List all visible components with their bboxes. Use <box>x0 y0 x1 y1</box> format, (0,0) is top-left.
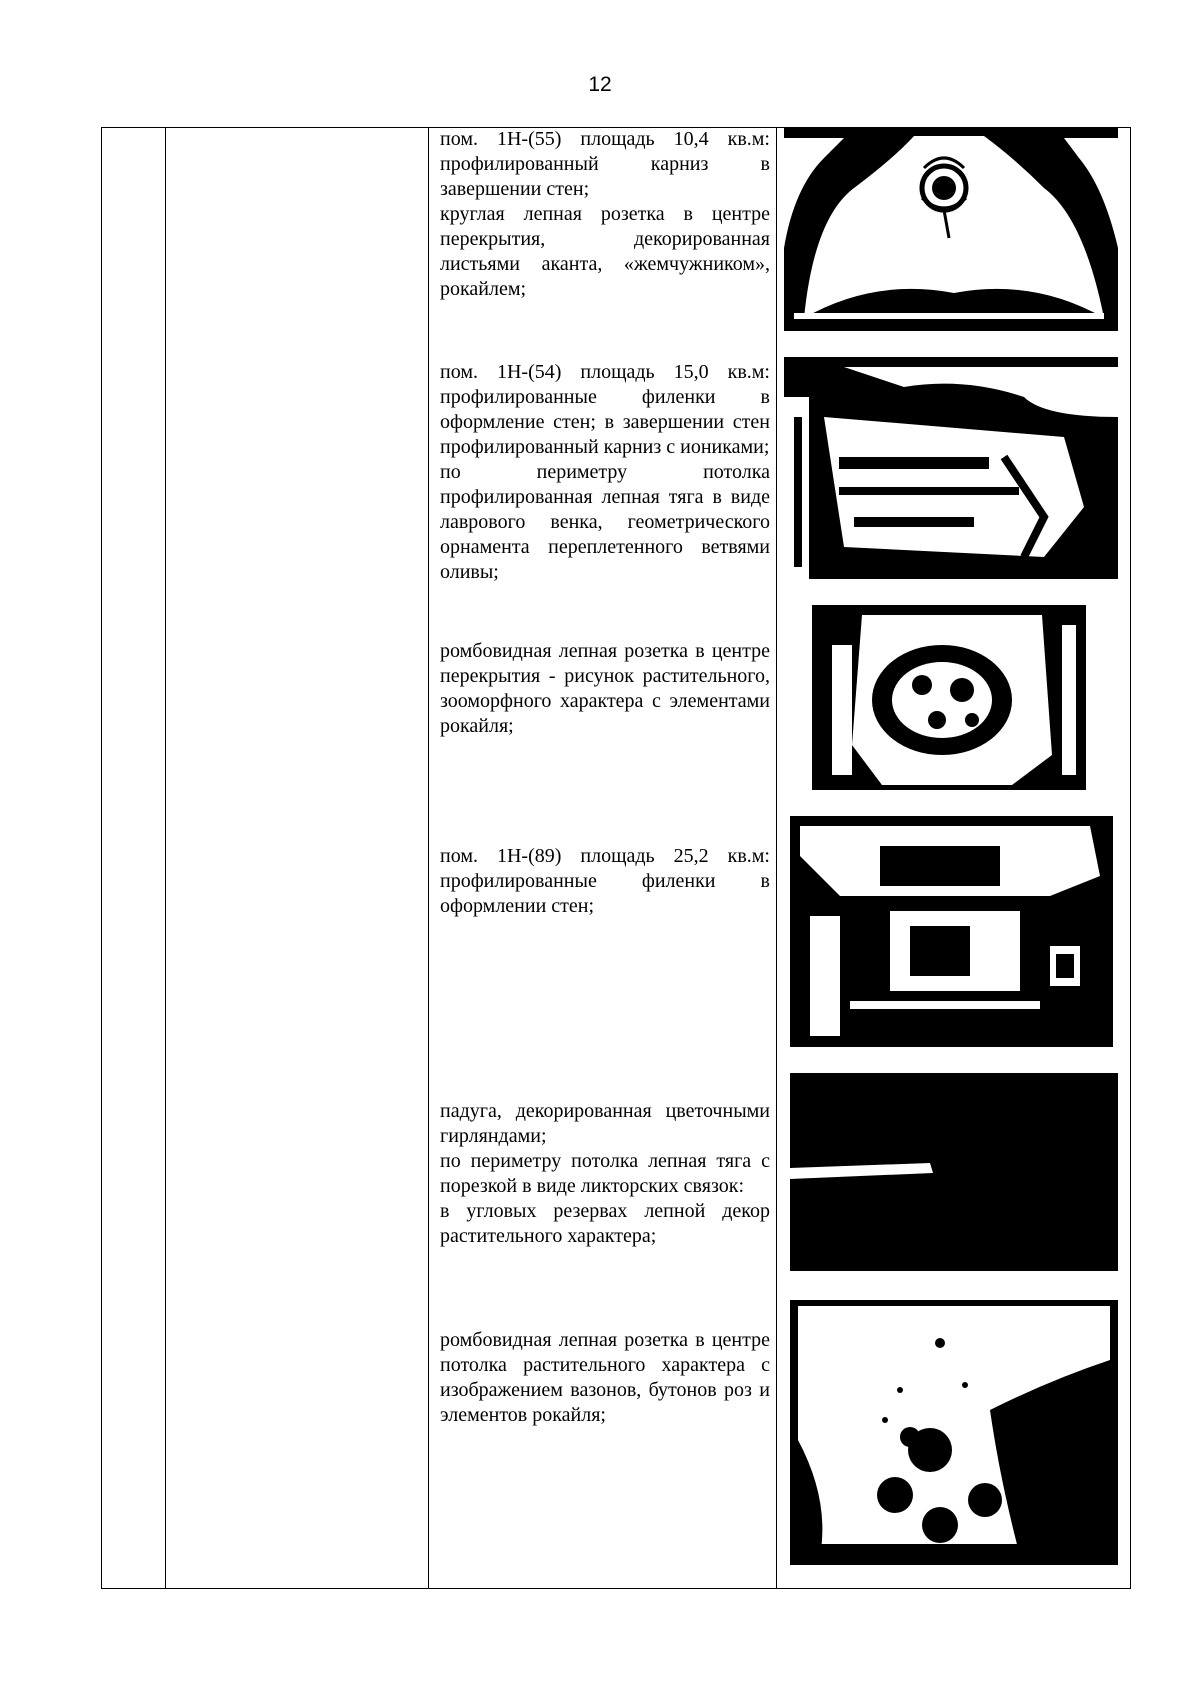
ceiling-rosette-photo <box>784 128 1118 331</box>
entry-paragraph: пом. 1Н-(54) площадь 15,0 кв.м: профилированные филенки в оформление стен; в завершении стен профилированный карниз с иониками; <box>440 361 770 458</box>
entry-paragraph: ромбовидная лепная розетка в центре перекрытия - рисунок растительного, зооморфного характера с элементами рокайля; <box>440 640 770 737</box>
page-number: 12 <box>588 73 612 96</box>
cornice-photo <box>784 357 1118 579</box>
rhombic-rosette-photo <box>812 605 1086 790</box>
entry-ceiling-cove <box>440 1099 770 1249</box>
entry-paragraph: падуга, декорированная цветочными гирляндами; <box>440 1100 770 1147</box>
entry-room-1n55 <box>440 127 770 302</box>
entry-room-1n54 <box>440 360 770 585</box>
column-divider <box>776 128 777 1588</box>
ceiling-cove-photo <box>790 1073 1118 1271</box>
ceiling-rosette-vases-photo <box>790 1300 1118 1565</box>
entry-paragraph: по периметру потолка лепная тяга с порезкой в виде ликторских связок: <box>440 1150 770 1197</box>
entry-paragraph: круглая лепная розетка в центре перекрытия, декорированная листьями аканта, «жемчужником», рокайлем; <box>440 203 770 300</box>
column-divider <box>165 128 166 1588</box>
room-panels-photo <box>790 816 1113 1047</box>
entry-paragraph: в угловых резервах лепной декор растительного характера; <box>440 1200 770 1247</box>
entry-rhombic-rosette <box>440 639 770 739</box>
entry-room-1n89 <box>440 844 770 919</box>
entry-paragraph: пом. 1Н-(89) площадь 25,2 кв.м: профилированные филенки в оформлении стен; <box>440 845 770 917</box>
entry-rosette-vases <box>440 1328 770 1428</box>
entry-paragraph: ромбовидная лепная розетка в центре потолка растительного характера с изображением вазонов, бутонов роз и элементов рокайля; <box>440 1329 770 1426</box>
entry-paragraph: пом. 1Н-(55) площадь 10,4 кв.м: профилированный карниз в завершении стен; <box>440 128 770 200</box>
column-divider <box>428 128 429 1588</box>
entry-paragraph: по периметру потолка профилированная лепная тяга в виде лаврового венка, геометрического орнамента переплетенного ветвями оливы; <box>440 461 770 583</box>
